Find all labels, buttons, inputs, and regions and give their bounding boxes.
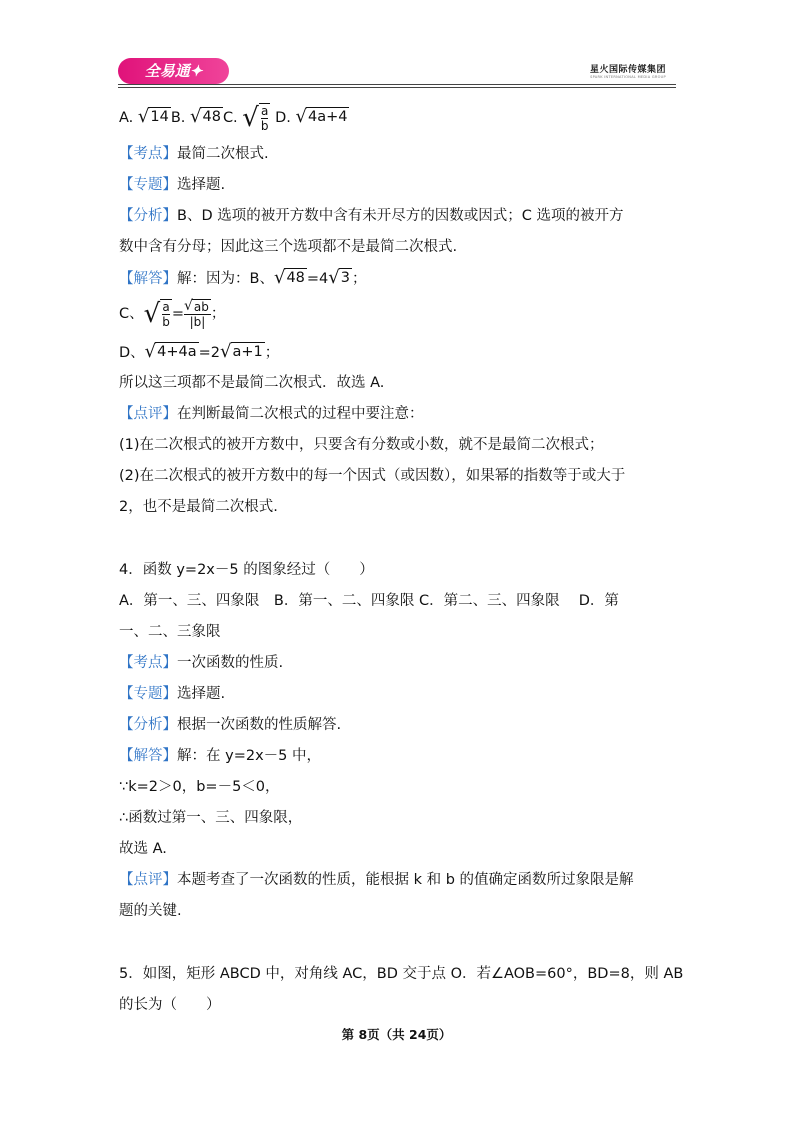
sqrt-a-over-b: √ $\frac{a}{b}$ [242, 103, 269, 133]
q4-options: A．第一、三、四象限 B．第一、二、四象限 C．第二、三、四象限 D．第 [119, 593, 619, 609]
q3-option-d-work: D、 √ 4+4a =2 √ a+1 ； [119, 341, 280, 362]
q3-conclusion: 所以这三项都不是最简二次根式．故选 A. [119, 375, 385, 391]
sqrt-14: √ 14 [137, 106, 169, 127]
q4-options-cont: 一、二、三象限 [119, 624, 221, 640]
q3-kaodian: 【考点】最简二次根式. [119, 146, 269, 162]
q4-dianping-cont: 题的关键. [119, 903, 182, 919]
q3-note-3: 2，也不是最简二次根式. [119, 499, 278, 515]
q3-note-1: (1)在二次根式的被开方数中，只要含有分数或小数，就不是最简二次根式； [119, 437, 604, 453]
logo-text: 全易通 [144, 62, 190, 80]
sqrt-48: √ 48 [190, 106, 221, 127]
option-c-label: C. [222, 110, 238, 126]
sqrt-4a-plus-4: √ 4a+4 [295, 106, 348, 127]
page-header [118, 56, 676, 88]
q3-fenxi: 【分析】B、D 选项的被开方数中含有未开尽方的因数或因式；C 选项的被开方 [119, 208, 624, 224]
header-rule-second [118, 87, 676, 88]
option-d-label: D. [275, 110, 291, 126]
q4-jieda: 【解答】解：在 y=2x－5 中， [119, 748, 321, 764]
header-rule [118, 84, 676, 85]
q3-option-c-work: C、 √ $\frac{a}{b}$ = √ ab |b| ； [119, 298, 226, 329]
brand-name: 星火国际传媒集团 [589, 65, 666, 75]
page-number: 第 8页（共 24页） [341, 1027, 452, 1042]
q3-jieda: 【解答】解：因为：B、 √ 48 =4 √ 3 ； [119, 267, 367, 288]
q4-step-2: ∴函数过第一、三、四象限， [119, 810, 303, 826]
q4-zhuanti: 【专题】选择题. [119, 686, 226, 702]
logo: 全易通✦ [118, 58, 229, 84]
option-a-label: A. [119, 110, 134, 126]
brand [590, 62, 666, 79]
q3-note-2: (2)在二次根式的被开方数中的每一个因式（或因数），如果幂的指数等于或大于 [119, 468, 626, 484]
q4-step-1: ∵k=2＞0，b=－5＜0， [119, 779, 280, 795]
option-b-label: B. [170, 110, 186, 126]
q4-kaodian: 【考点】一次函数的性质. [119, 655, 284, 671]
q3-options [119, 103, 349, 133]
q4-dianping: 【点评】本题考查了一次函数的性质，能根据 k 和 b 的值确定函数所过象限是解 [119, 872, 634, 888]
q3-zhuanti: 【专题】选择题. [119, 177, 226, 193]
q3-dianping: 【点评】在判断最简二次根式的过程中要注意： [119, 406, 424, 422]
q4-step-3: 故选 A. [119, 841, 167, 857]
q3-fenxi-cont: 数中含有分母；因此这三个选项都不是最简二次根式. [119, 239, 458, 255]
q4-fenxi: 【分析】根据一次函数的性质解答. [119, 717, 342, 733]
q5-stem-cont: 的长为（ ） [119, 997, 221, 1013]
brand-english: SPARK INTERNATIONAL MEDIA GROUP [590, 75, 666, 79]
q5-stem: 5．如图，矩形 ABCD 中，对角线 AC，BD 交于点 O．若∠AOB=60°，BD=8，则 AB [119, 966, 684, 982]
q4-stem: 4．函数 y=2x－5 的图象经过（ ） [119, 562, 374, 578]
